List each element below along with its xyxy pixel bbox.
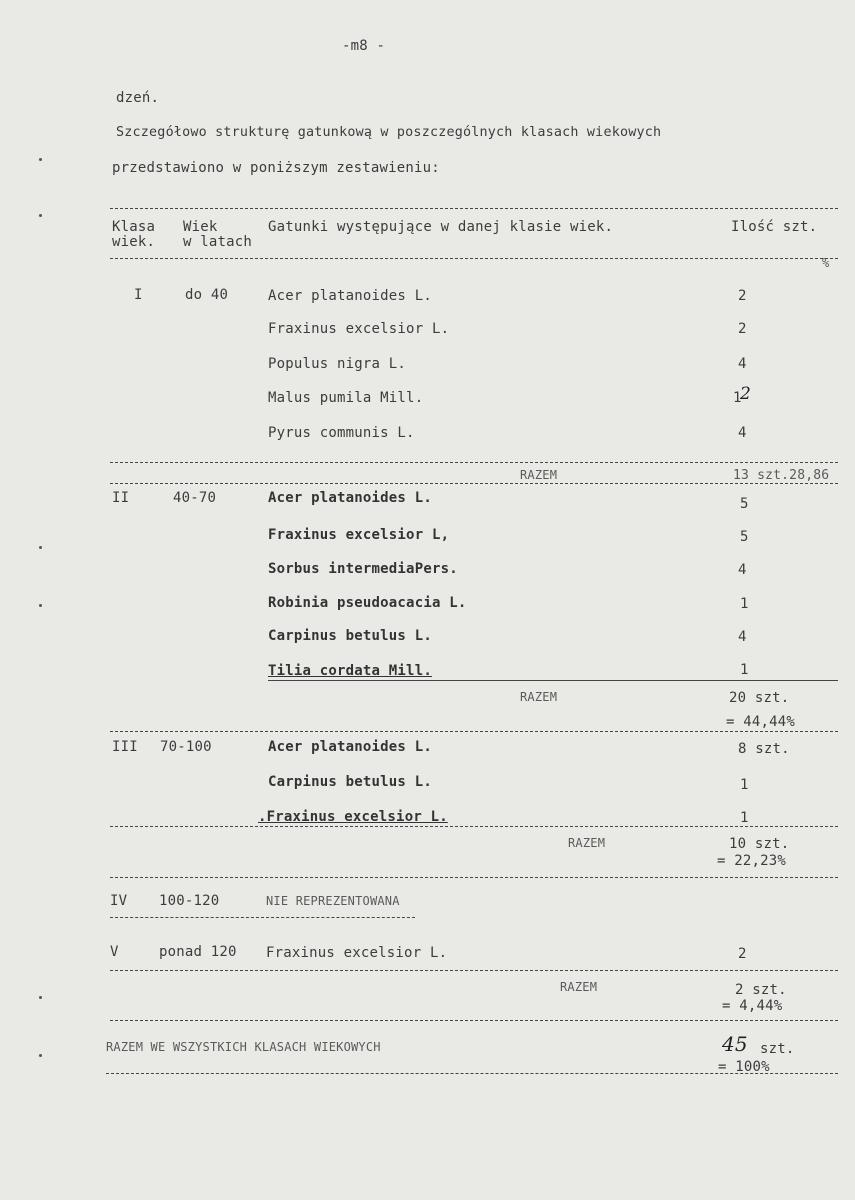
- species-row: Fraxinus excelsior L.: [268, 321, 450, 337]
- species-row: Malus pumila Mill.: [268, 390, 424, 406]
- species-row: Fraxinus excelsior L.: [266, 945, 448, 961]
- species-row: Carpinus betulus L.: [268, 628, 432, 644]
- count-cell: 8 szt.: [738, 741, 790, 757]
- header-klasa: wiek.: [112, 234, 156, 250]
- class-V-bottom-rule: [110, 1020, 838, 1021]
- species-row: Fraxinus excelsior L,: [268, 527, 450, 543]
- class-I-razem-label: RAZEM: [520, 468, 558, 482]
- species-row: Pyrus communis L.: [268, 425, 415, 441]
- species-row: Populus nigra L.: [268, 356, 407, 372]
- count-cell: 1: [733, 390, 742, 406]
- species-row: Acer platanoides L.: [268, 490, 432, 506]
- species-row: Acer platanoides L.: [268, 288, 432, 304]
- margin-dot: [39, 214, 42, 217]
- class-II-bottom-rule: [110, 731, 838, 732]
- header-wiek: w latach: [183, 234, 253, 250]
- class-I-bottom-rule: [110, 483, 838, 484]
- count-cell: 1: [740, 810, 749, 826]
- total-bottom-rule: [106, 1073, 838, 1074]
- header-klasa: Klasa: [112, 219, 156, 235]
- class-III-razem-value: 10 szt.: [729, 836, 790, 852]
- intro-line-2: Szczegółowo strukturę gatunkową w poszczególnych klasach wiekowych: [116, 125, 662, 140]
- class-II-razem-value: 20 szt.: [729, 690, 790, 706]
- species-row: Carpinus betulus L.: [268, 774, 432, 790]
- class-I-klasa: I: [134, 287, 143, 303]
- page-number: -m8 -: [342, 38, 386, 54]
- count-cell: 5: [740, 529, 749, 545]
- count-cell: 1: [740, 777, 749, 793]
- total-percent: = 100%: [718, 1059, 770, 1075]
- class-III-razem-percent: = 22,23%: [717, 853, 787, 869]
- count-cell: 4: [738, 629, 747, 645]
- margin-dot: [39, 546, 42, 549]
- class-V-razem-percent: = 4,44%: [722, 998, 783, 1014]
- count-cell: 4: [738, 356, 747, 372]
- class-III-wiek: 70-100: [160, 739, 212, 755]
- class-IV-rule: [110, 917, 415, 918]
- species-row: Robinia pseudoacacia L.: [268, 595, 467, 611]
- margin-dot: [39, 604, 42, 607]
- total-label: RAZEM WE WSZYSTKICH KLASACH WIEKOWYCH: [106, 1040, 381, 1054]
- count-cell: 2: [738, 946, 747, 962]
- class-I-razem-value: 13 szt.28,86: [733, 468, 830, 483]
- species-row: Acer platanoides L.: [268, 739, 432, 755]
- total-handwritten: 45: [722, 1032, 748, 1056]
- header-wiek: Wiek: [183, 219, 218, 235]
- margin-dot: [39, 996, 42, 999]
- species-row: Tilia cordata Mill.: [268, 663, 432, 679]
- class-V-wiek: ponad 120: [159, 944, 237, 960]
- class-I-rule: [110, 462, 838, 463]
- count-cell: 5: [740, 496, 749, 512]
- count-overwrite: 2: [740, 384, 752, 404]
- table-top-rule: [110, 208, 838, 209]
- class-II-razem-label: RAZEM: [520, 690, 558, 704]
- class-III-klasa: III: [112, 739, 138, 755]
- class-II-klasa: II: [112, 490, 130, 506]
- class-III-razem-label: RAZEM: [568, 836, 606, 850]
- class-V-razem-label: RAZEM: [560, 980, 598, 994]
- count-cell: 1: [740, 596, 749, 612]
- class-III-bottom-rule: [110, 877, 838, 878]
- header-bottom-rule: [110, 258, 838, 259]
- intro-line-1: dzeń.: [116, 90, 160, 106]
- total-unit: szt.: [760, 1041, 795, 1057]
- class-IV-note: NIE REPREZENTOWANA: [266, 894, 400, 908]
- intro-line-3: przedstawiono w poniższym zestawieniu:: [112, 160, 440, 176]
- count-cell: 4: [738, 562, 747, 578]
- header-gatunki: Gatunki występujące w danej klasie wiek.: [268, 219, 614, 235]
- class-II-razem-percent: = 44,44%: [726, 714, 796, 730]
- class-II-wiek: 40-70: [173, 490, 217, 506]
- class-II-rule: [268, 680, 838, 681]
- class-IV-wiek: 100-120: [159, 893, 220, 909]
- count-cell: 4: [738, 425, 747, 441]
- count-cell: 2: [738, 321, 747, 337]
- species-row: .Fraxinus excelsior L.: [258, 809, 448, 825]
- class-IV-klasa: IV: [110, 893, 128, 909]
- header-ilosc: Ilość szt.: [731, 219, 818, 235]
- margin-dot: [39, 1054, 42, 1057]
- species-row: Sorbus intermediaPers.: [268, 561, 458, 577]
- class-V-razem-value: 2 szt.: [735, 982, 787, 998]
- header-ilosc-note: %: [822, 256, 830, 270]
- class-V-rule: [110, 970, 838, 971]
- count-cell: 1: [740, 662, 749, 678]
- count-cell: 2: [738, 288, 747, 304]
- class-I-wiek: do 40: [185, 287, 229, 303]
- class-III-rule: [110, 826, 838, 827]
- class-V-klasa: V: [110, 944, 119, 960]
- margin-dot: [39, 158, 42, 161]
